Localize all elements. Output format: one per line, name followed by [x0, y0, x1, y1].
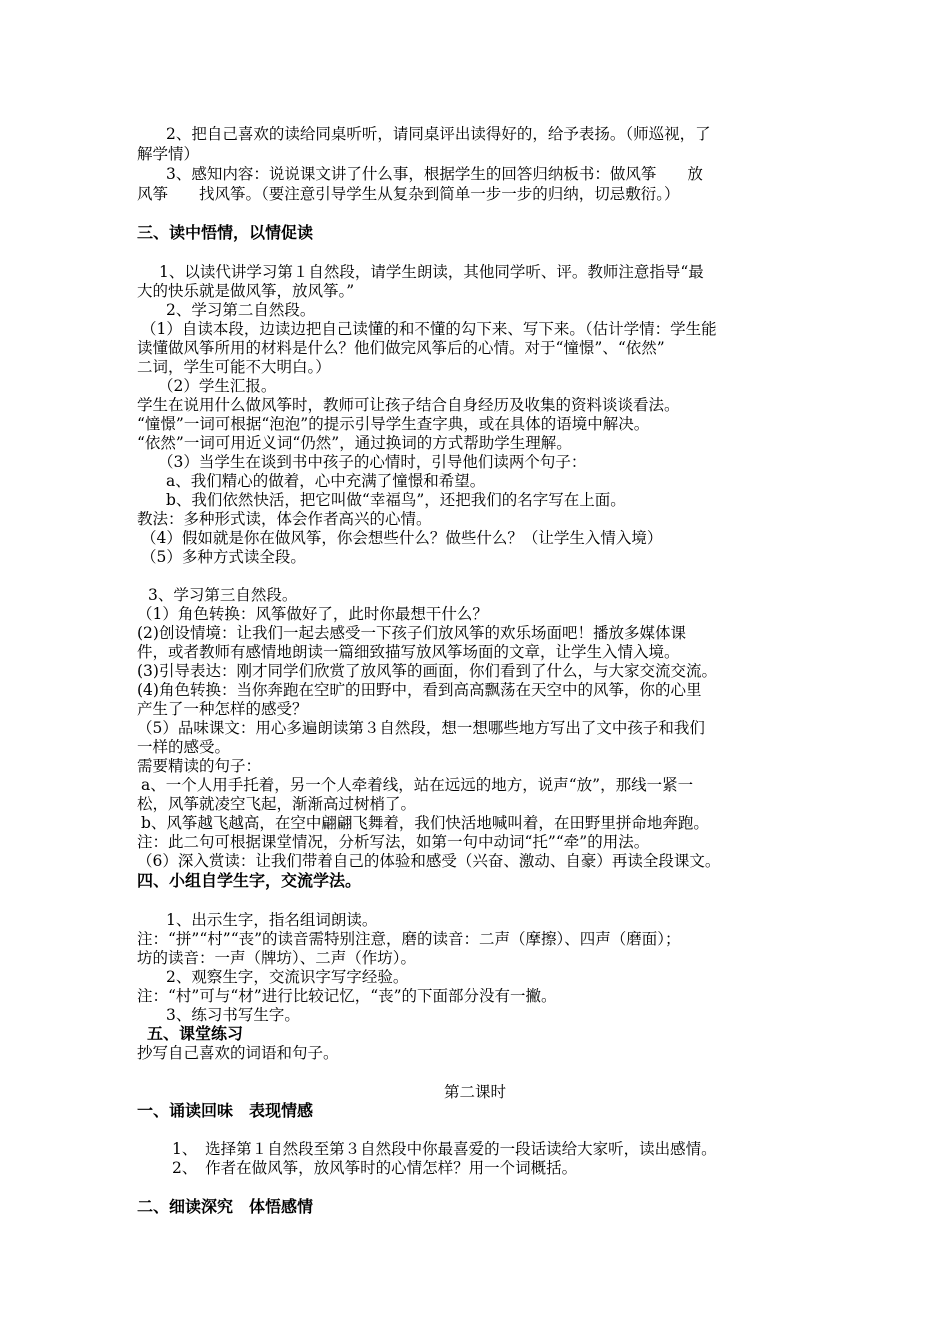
s4-p3: 2、观察生字，交流识字写字经验。 — [166, 968, 409, 986]
s3-p12: 3、学习第三自然段。 — [148, 586, 298, 604]
s3-p5-line3: “依然”一词可用近义词“仍然”，通过换词的方式帮助学生理解。 — [137, 434, 572, 452]
s3-p19-line2: 松，风筝就凌空飞起，渐渐高过树梢了。 — [137, 795, 417, 813]
s3-p8: b、我们依然快活，把它叫做“幸福鸟”，还把我们的名字写在上面。 — [166, 491, 626, 509]
s3-p9: 教法：多种形式读，体会作者高兴的心情。 — [137, 510, 432, 528]
s3-p10: （4）假如就是你在做风筝，你会想些什么？做些什么？（让学生入情入境） — [141, 529, 663, 547]
s3-p3-line1: （1）自读本段，边读边把自己读懂的和不懂的勾下来、写下来。（估计学情：学生能 — [141, 320, 717, 338]
s3-p3-line3: 二词，学生可能不大明白。） — [137, 358, 331, 376]
s3-p2: 2、学习第二自然段。 — [166, 301, 316, 319]
s4-p4: 注：“村”可与“材”进行比较记忆，“丧”的下面部分没有一撇。 — [137, 987, 557, 1005]
s3-p15: (3)引导表达：刚才同学们欣赏了放风筝的画面，你们看到了什么，与大家交流交流。 — [137, 662, 717, 680]
para-item3-line1: 3、感知内容：说说课文讲了什么事，根据学生的回答归纳板书：做风筝 放 — [166, 165, 703, 183]
s3-p14-line2: 件，或者教师有感情地朗读一篇细致描写放风筝场面的文章，让学生入情入境。 — [137, 643, 680, 661]
lesson2-item-1: 1、 选择第１自然段至第３自然段中你最喜爱的一段话读给大家听，读出感情。 — [172, 1140, 717, 1158]
section-heading-4: 四、小组自学生字，交流学法。 — [137, 871, 362, 890]
s3-p5-line2: “憧憬”一词可根据“泡泡”的提示引导学生查字典，或在具体的语境中解决。 — [137, 415, 650, 433]
s4-p2-line1: 注：“拼”“村”“丧”的读音需特别注意，磨的读音：二声（摩擦）、四声（磨面）； — [137, 930, 681, 948]
section-heading-3: 三、读中悟情，以情促读 — [137, 223, 314, 242]
s3-p13: （1）角色转换：风筝做好了，此时你最想干什么？ — [137, 605, 488, 623]
s3-p18: 需要精读的句子： — [137, 757, 262, 775]
s5-p1: 抄写自己喜欢的词语和句子。 — [137, 1044, 339, 1062]
s3-p6: （3）当学生在谈到书中孩子的心情时，引导他们读两个句子： — [158, 453, 587, 471]
s3-p20: b、风筝越飞越高，在空中翩翩飞舞着，我们快活地喊叫着，在田野里拼命地奔跑。 — [141, 814, 709, 832]
s4-p5: 3、练习书写生字。 — [166, 1006, 300, 1024]
lesson2-title: 第二课时 — [443, 1083, 506, 1101]
s4-p2-line2: 坊的读音：一声（牌坊）、二声（作坊）。 — [137, 949, 417, 967]
lesson2-heading-1: 一、诵读回味 表现情感 — [137, 1101, 314, 1120]
s3-p17-line1: （5）品味课文：用心多遍朗读第３自然段，想一想哪些地方写出了文中孩子和我们 — [137, 719, 705, 737]
para-item2-line1: 2、把自己喜欢的读给同桌听听，请同桌评出读得好的，给予表扬。（师巡视，了 — [166, 125, 711, 143]
s3-p3-line2: 读懂做风筝所用的材料是什么？他们做完风筝后的心情。对于“憧憬”、“依然” — [137, 339, 665, 357]
s3-p7: a、我们精心的做着，心中充满了憧憬和希望。 — [166, 472, 486, 490]
s3-p22: （6）深入赏读：让我们带着自己的体验和感受（兴奋、激动、自豪）再读全段课文。 — [137, 852, 721, 870]
lesson2-item-2: 2、 作者在做风筝，放风筝时的心情怎样？用一个词概括。 — [172, 1159, 578, 1177]
para-item3-line2: 风筝 找风筝。（要注意引导学生从复杂到简单一步一步的归纳，切忌敷衍。） — [137, 185, 680, 203]
para-item2-line2: 解学情） — [137, 145, 200, 163]
s3-p16-line2: 产生了一种怎样的感受？ — [137, 700, 308, 718]
s3-p21: 注：此二句可根据课堂情况，分析写法，如第一句中动词“托”“牵”的用法。 — [137, 833, 650, 851]
s3-p1-line1: 1、以读代讲学习第１自然段，请学生朗读，其他同学听、评。教师注意指导“最 — [159, 263, 704, 281]
s3-p14-line1: (2)创设情境：让我们一起去感受一下孩子们放风筝的欢乐场面吧！播放多媒体课 — [137, 624, 686, 642]
s3-p16-line1: (4)角色转换：当你奔跑在空旷的田野中，看到高高飘荡在天空中的风筝，你的心里 — [137, 681, 702, 699]
s3-p19-line1: a、一个人用手托着，另一个人牵着线，站在远远的地方，说声“放”，那线一紧一 — [141, 776, 694, 794]
s4-p1: 1、出示生字，指名组词朗读。 — [166, 911, 378, 929]
section-heading-5: 五、课堂练习 — [147, 1024, 244, 1043]
s3-p5-line1: 学生在说用什么做风筝时，教师可让孩子结合自身经历及收集的资料谈谈看法。 — [137, 396, 680, 414]
s3-p17-line2: 一样的感受。 — [137, 738, 231, 756]
s3-p1-line2: 大的快乐就是做风筝，放风筝。” — [137, 282, 355, 300]
s3-p4: （2）学生汇报。 — [158, 377, 277, 395]
lesson2-heading-2: 二、细读深究 体悟感情 — [137, 1197, 314, 1216]
s3-p11: （5）多种方式读全段。 — [141, 548, 306, 566]
